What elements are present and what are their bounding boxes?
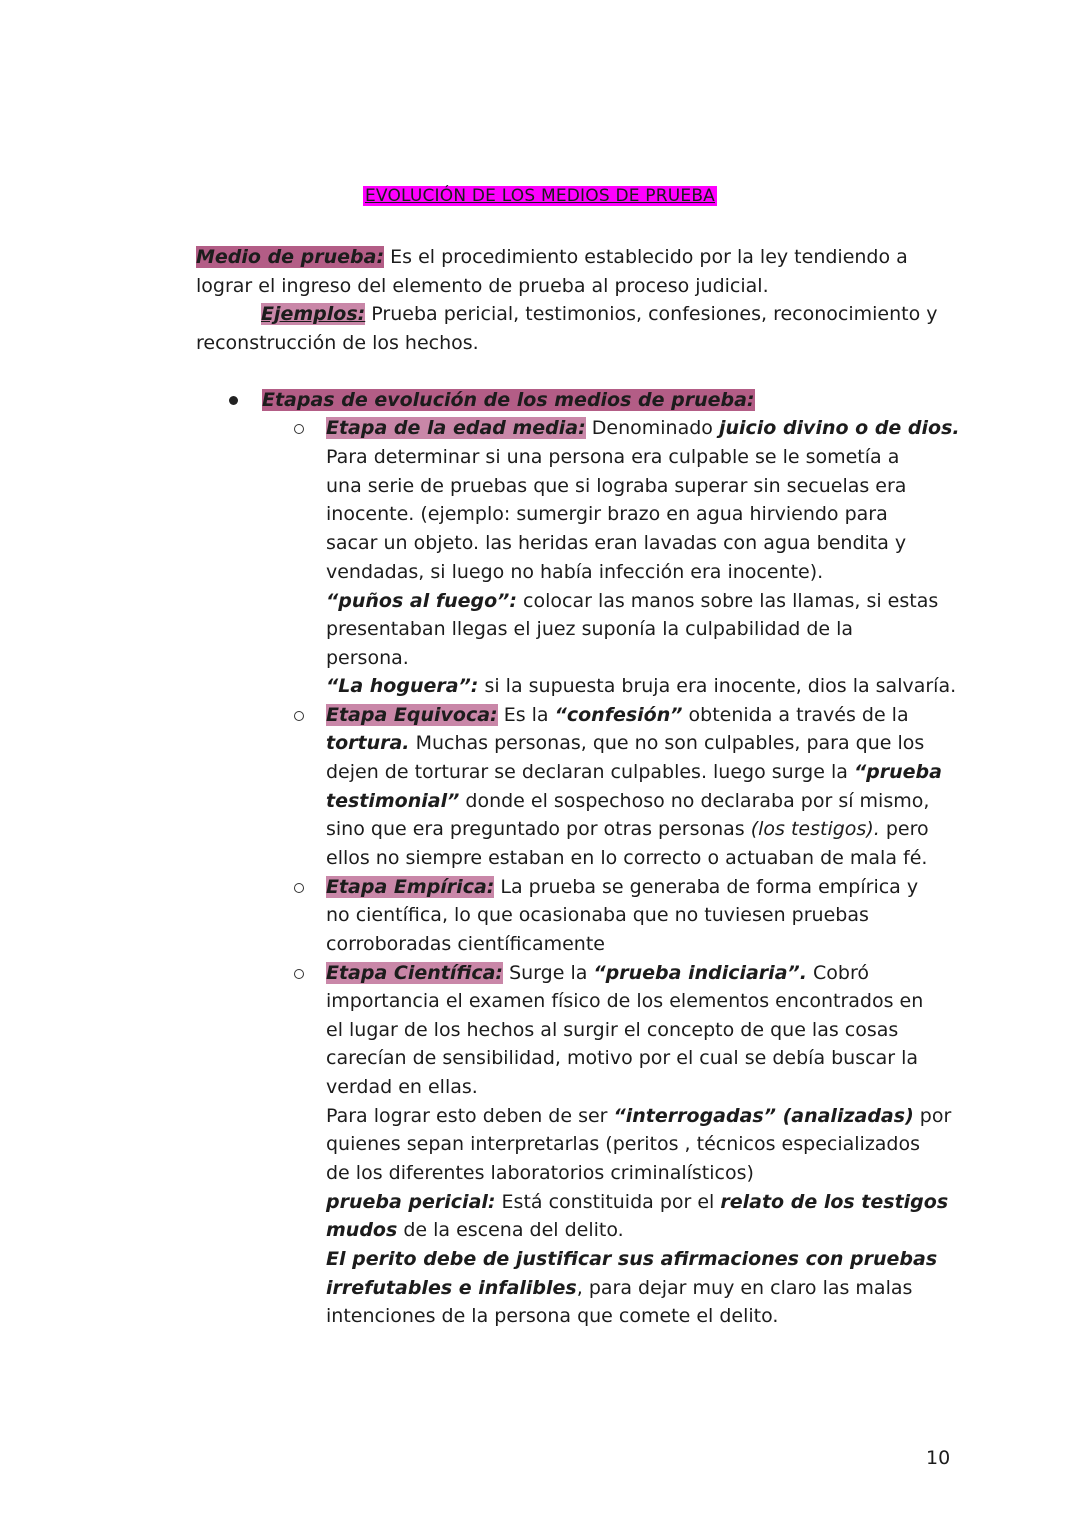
stage2-line-5: sino que era preguntado por otras personas (los testigos). pero (326, 818, 929, 840)
bullet-circle (294, 424, 304, 434)
examples-term: Ejemplos: (261, 303, 366, 325)
stage1-line-6: vendadas, si luego no había infección era inocente). (326, 561, 824, 583)
stage4-line-9: prueba pericial: Está constituida por el relato de los testigos (326, 1191, 949, 1213)
bullet-dot (229, 396, 238, 405)
stage4-line-4: carecían de sensibilidad, motivo por el cual se debía buscar la (326, 1047, 918, 1069)
stage2-line-3: dejen de torturar se declaran culpables. luego surge la “prueba (326, 761, 942, 783)
stage1-line-5: sacar un objeto. las heridas eran lavadas con agua bendita y (326, 532, 907, 554)
stage1-line-9: persona. (326, 647, 409, 669)
definition-line-1: Medio de prueba: Es el procedimiento establecido por la ley tendiendo a (196, 246, 908, 268)
definition-line-2: lograr el ingreso del elemento de prueba al proceso judicial. (196, 275, 769, 297)
stage1-line-4: inocente. (ejemplo: sumergir brazo en agua hirviendo para (326, 503, 888, 525)
bullet-circle (294, 711, 304, 721)
stage4-line-2: importancia el examen físico de los elementos encontrados en (326, 990, 924, 1012)
stage2-line-6: ellos no siempre estaban en lo correcto o actuaban de mala fé. (326, 847, 928, 869)
stage1-line-7: “puños al fuego”: colocar las manos sobre las llamas, si estas (326, 590, 939, 612)
stage4-line-12: irrefutables e infalibles, para dejar muy en claro las malas (326, 1277, 913, 1299)
stage3-term: Etapa Empírica: (326, 876, 495, 898)
stage4-term: Etapa Científica: (326, 962, 504, 984)
stage3-line-1: Etapa Empírica: La prueba se generaba de forma empírica y (326, 876, 919, 898)
bullet-circle (294, 883, 304, 893)
stage4-line-3: el lugar de los hechos al surgir el concepto de que las cosas (326, 1019, 899, 1041)
stage4-line-11: El perito debe de justificar sus afirmaciones con pruebas (326, 1248, 938, 1270)
stage4-line-7: quienes sepan interpretarlas (peritos , técnicos especializados (326, 1133, 921, 1155)
stage4-line-8: de los diferentes laboratorios criminalísticos) (326, 1162, 754, 1184)
examples-line-1: Ejemplos: Prueba pericial, testimonios, confesiones, reconocimiento y (261, 303, 938, 325)
stage2-term: Etapa Equivoca: (326, 704, 498, 726)
stage2-line-4: testimonial” donde el sospechoso no declaraba por sí mismo, (326, 790, 930, 812)
bullet-circle (294, 969, 304, 979)
stage2-line-2: tortura. Muchas personas, que no son culpables, para que los (326, 732, 925, 754)
definition-term: Medio de prueba: (196, 246, 385, 268)
stage4-line-6: Para lograr esto deben de ser “interrogadas” (analizadas) por (326, 1105, 952, 1127)
stage2-line-1: Etapa Equivoca: Es la “confesión” obtenida a través de la (326, 704, 909, 726)
stage4-line-5: verdad en ellas. (326, 1076, 478, 1098)
stage1-term: Etapa de la edad media: (326, 417, 586, 439)
page-title: EVOLUCIÓN DE LOS MEDIOS DE PRUEBA (364, 186, 716, 206)
stage4-line-10: mudos de la escena del delito. (326, 1219, 624, 1241)
stage4-line-1: Etapa Científica: Surge la “prueba indiciaria”. Cobró (326, 962, 869, 984)
stage4-line-13: intenciones de la persona que comete el delito. (326, 1305, 779, 1327)
stage1-line-10: “La hoguera”: si la supuesta bruja era inocente, dios la salvaría. (326, 675, 957, 697)
stage1-line-1: Etapa de la edad media: Denominado juicio divino o de dios. (326, 417, 960, 439)
stage3-line-3: corroboradas científicamente (326, 933, 605, 955)
stage1-line-8: presentaban llegas el juez suponía la culpabilidad de la (326, 618, 854, 640)
stage1-line-3: una serie de pruebas que si lograba superar sin secuelas era (326, 475, 907, 497)
stage3-line-2: no científica, lo que ocasionaba que no tuviesen pruebas (326, 904, 869, 926)
examples-line-2: reconstrucción de los hechos. (196, 332, 479, 354)
stage1-line-2: Para determinar si una persona era culpable se le sometía a (326, 446, 900, 468)
page-number: 10 (926, 1447, 951, 1469)
stages-heading: Etapas de evolución de los medios de prueba: (262, 389, 755, 411)
